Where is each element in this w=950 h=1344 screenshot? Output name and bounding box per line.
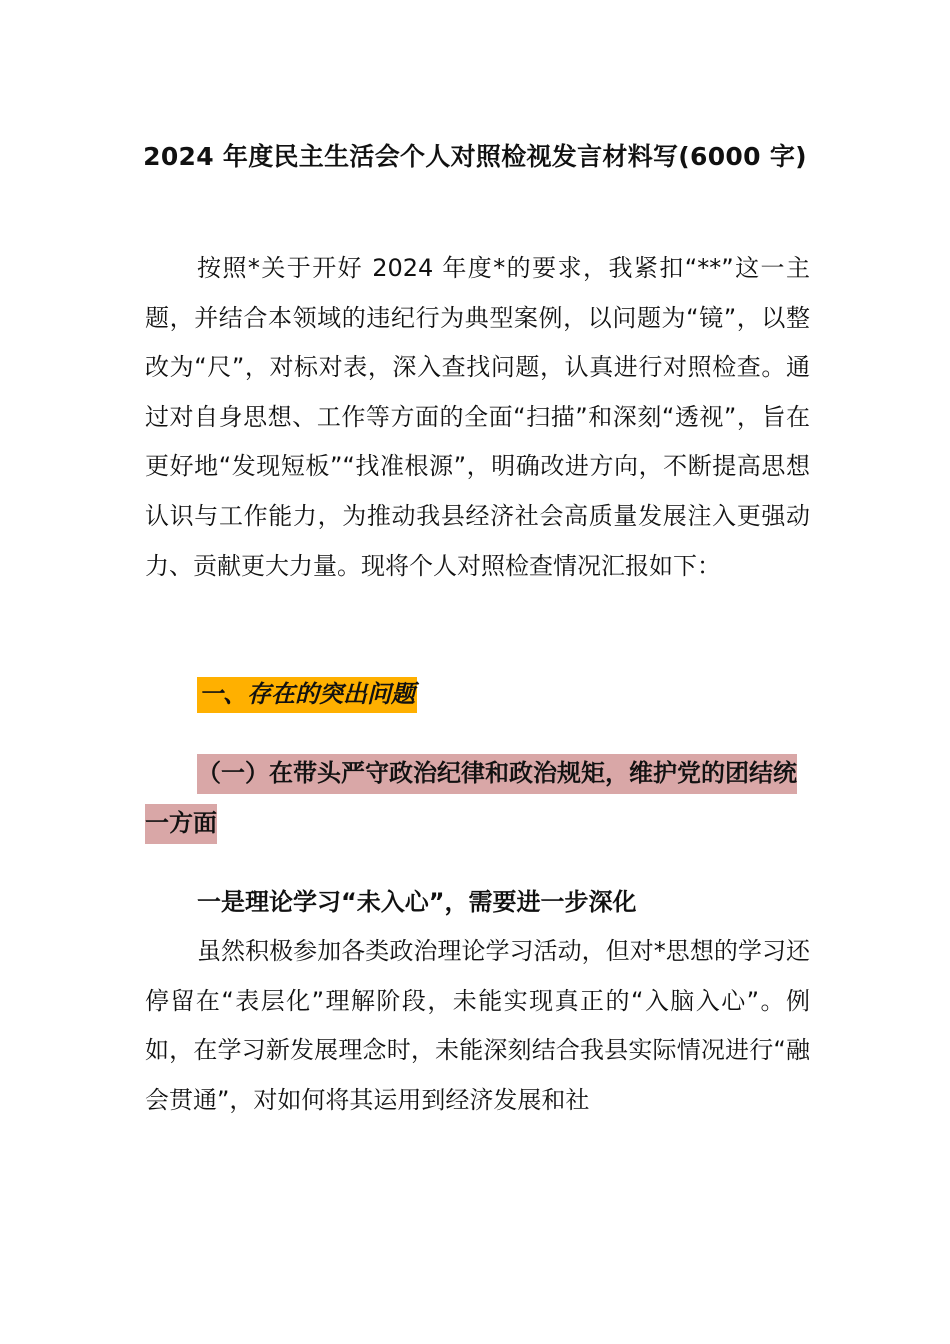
intro-paragraph: 按照*关于开好 2024 年度*的要求，我紧扣“**”这一主题，并结合本领域的违纪行为典型案例，以问题为“镜”，以整改为“尺”，对标对表，深入查找问题，认真进行对照检查。通过对自身思想、工作等方面的全面“扫描”和深刻“透视”，旨在更好地“发现短板”“找准根源”，明确改进方向，不断提高思想认识与工作能力，为推动我县经济社会高质量发展注入更强动力、贡献更大力量。现将个人对照检查情况汇报如下： bbox=[145, 254, 810, 580]
subsection-heading-text: （一）在带头严守政治纪律和政治规矩，维护党的团结统一方面 bbox=[145, 754, 797, 844]
section-heading bbox=[197, 672, 417, 716]
point-heading: 一是理论学习“未入心”，需要进一步深化 bbox=[197, 888, 637, 916]
document-title: 2024 年度民主生活会个人对照检视发言材料写(6000 字) bbox=[143, 142, 807, 171]
section-heading-text: 一、存在的突出问题 bbox=[197, 677, 417, 713]
point-paragraph: 虽然积极参加各类政治理论学习活动，但对*思想的学习还停留在“表层化”理解阶段，未能实现真正的“入脑入心”。例如，在学习新发展理念时，未能深刻结合我县实际情况进行“融会贯通”，对如何将其运用到经济发展和社 bbox=[145, 937, 810, 1114]
subsection-heading bbox=[145, 749, 810, 848]
